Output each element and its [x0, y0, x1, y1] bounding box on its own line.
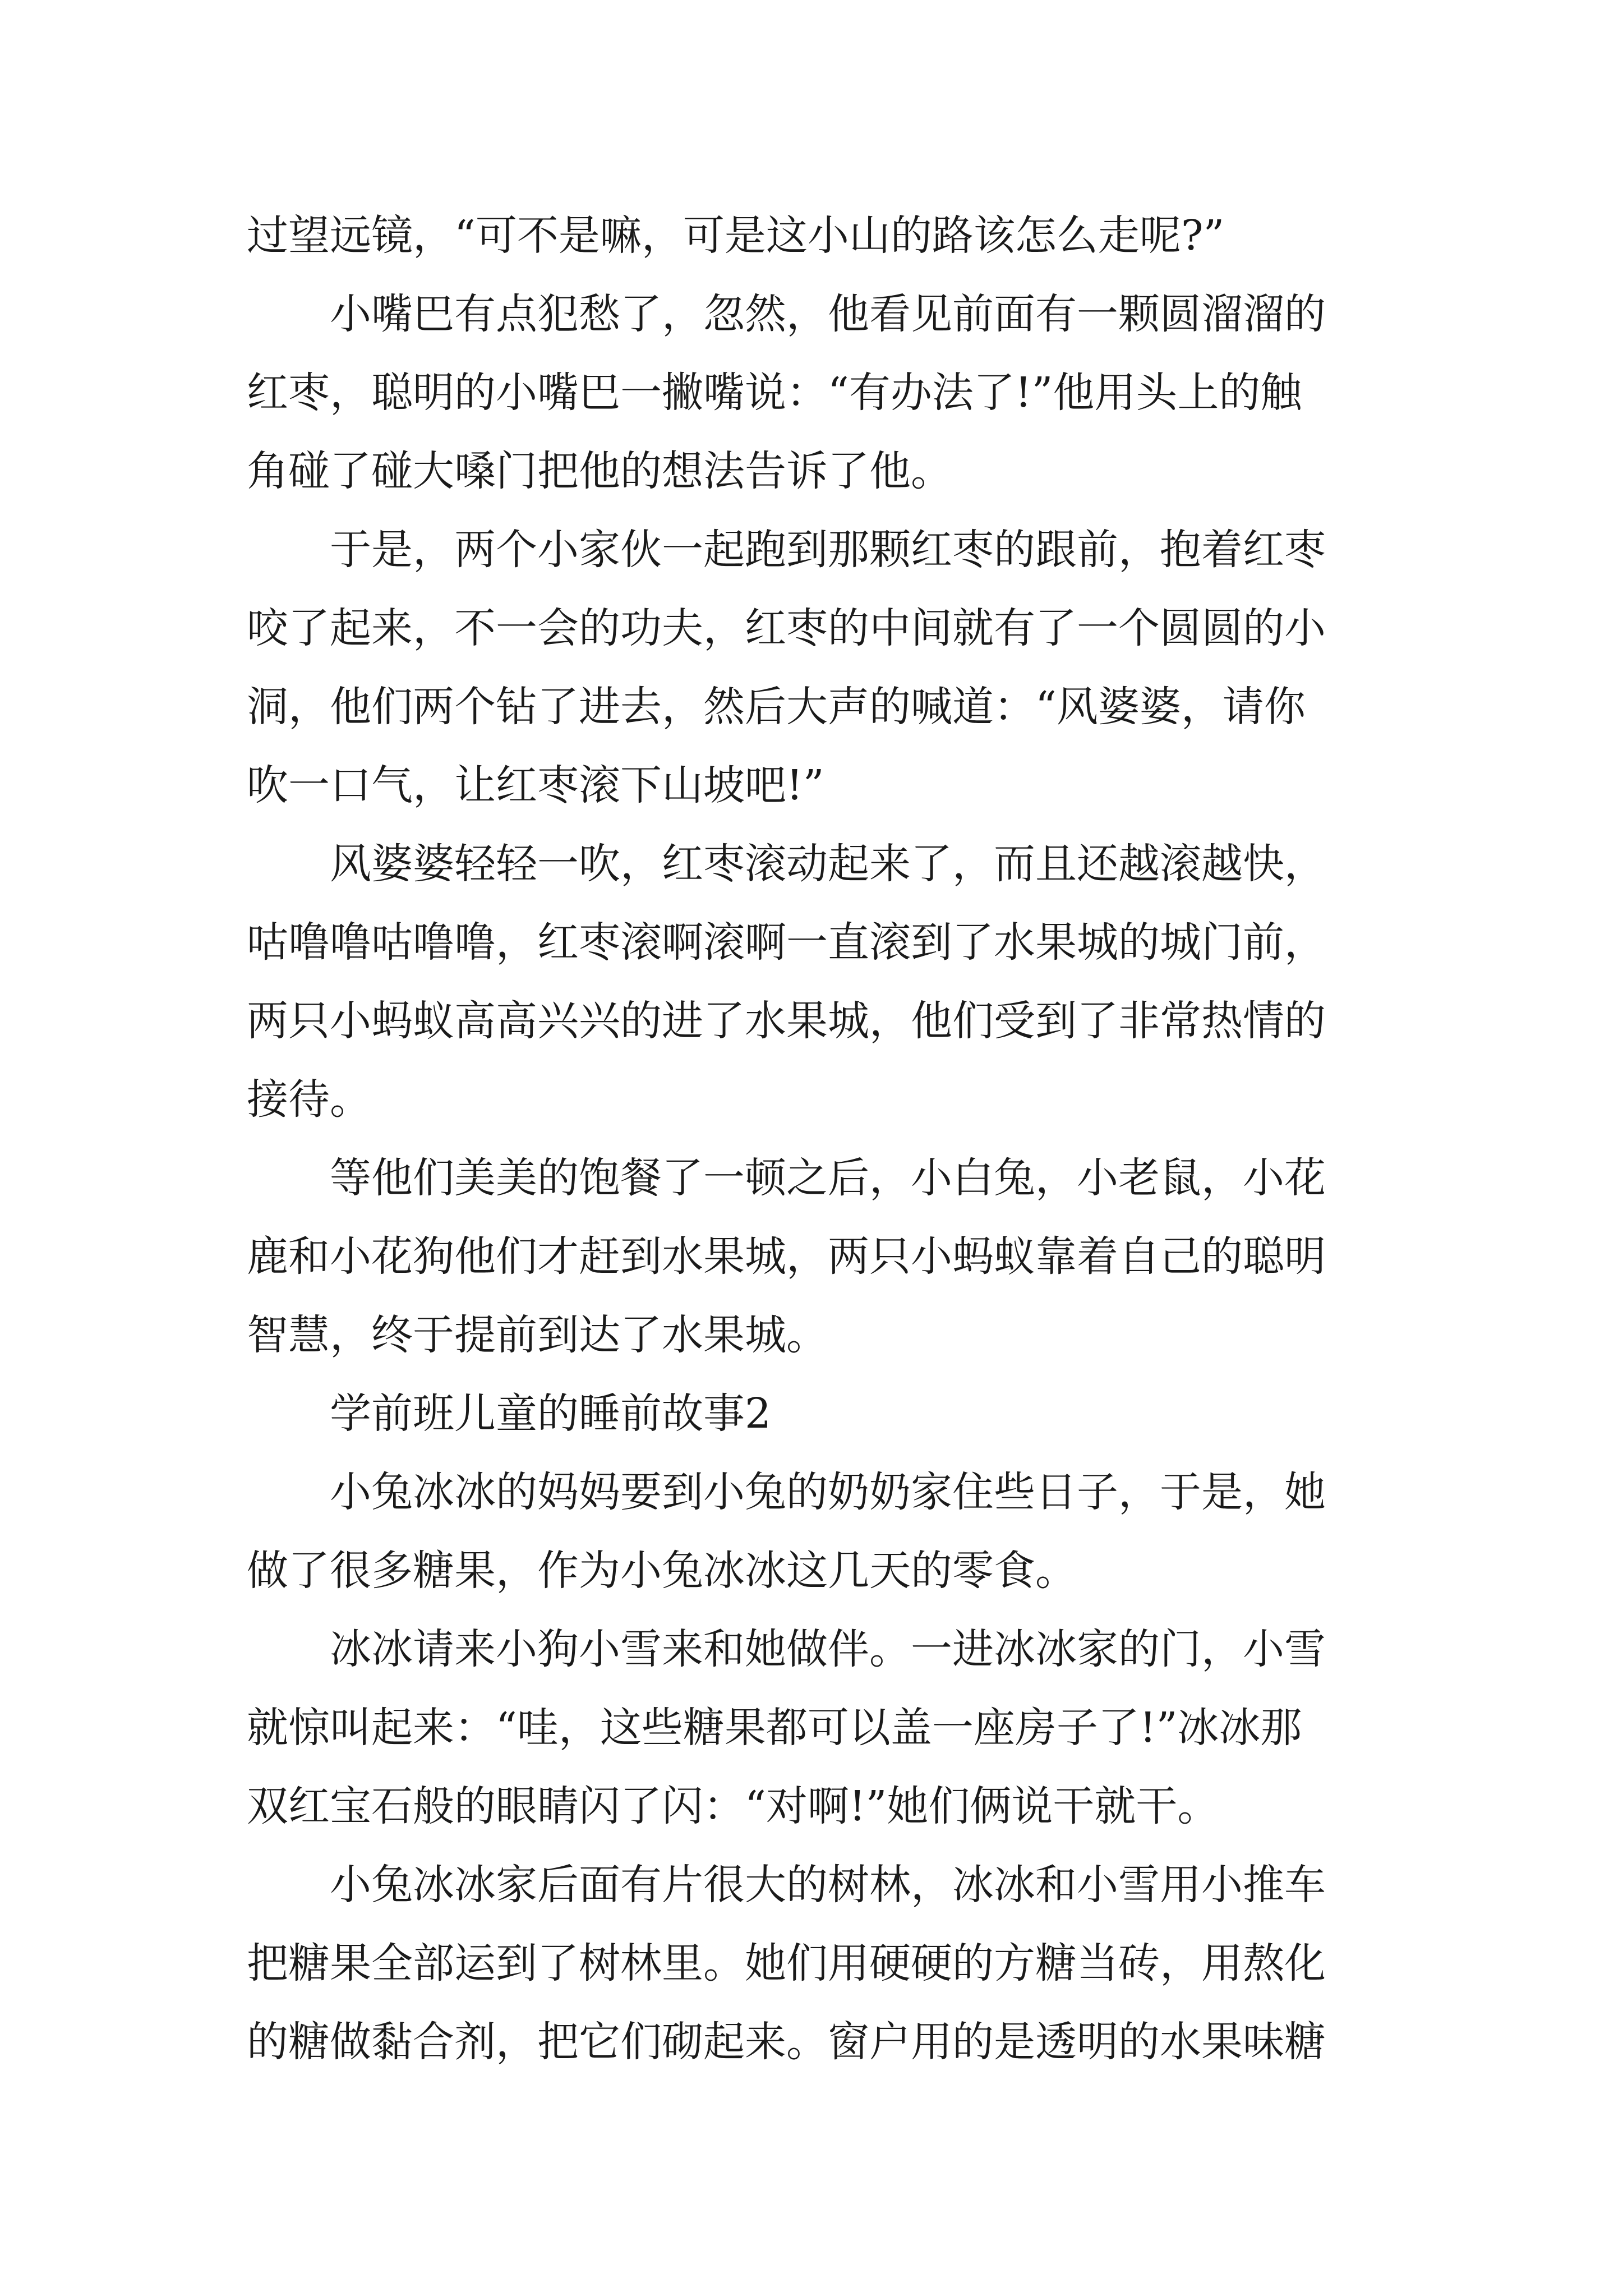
text-line: 小兔冰冰的妈妈要到小兔的奶奶家住些日子，于是，她 [330, 1468, 1326, 1516]
text-line: 吹一口气，让红枣滚下山坡吧!” [247, 761, 824, 809]
text-line: 的糖做黏合剂，把它们砌起来。窗户用的是透明的水果味糖 [247, 2018, 1326, 2066]
text-line: 小嘴巴有点犯愁了，忽然，他看见前面有一颗圆溜溜的 [330, 290, 1326, 338]
paragraph [247, 1453, 1391, 1610]
text-line: 洞，他们两个钻了进去，然后大声的喊道：“风婆婆，请你 [247, 683, 1306, 731]
section-heading [247, 1374, 1391, 1453]
text-line: 做了很多糖果，作为小兔冰冰这几天的零食。 [247, 1547, 1077, 1595]
text-line: 鹿和小花狗他们才赶到水果城，两只小蚂蚁靠着自己的聪明 [247, 1232, 1326, 1281]
paragraph [247, 275, 1391, 510]
paragraph [247, 196, 1391, 275]
text-line: 冰冰请来小狗小雪来和她做伴。一进冰冰家的门，小雪 [330, 1625, 1326, 1673]
text-line: 双红宝石般的眼睛闪了闪：“对啊!”她们俩说干就干。 [247, 1782, 1219, 1830]
paragraph [247, 1610, 1391, 1846]
text-line: 小兔冰冰家后面有片很大的树林，冰冰和小雪用小推车 [330, 1861, 1326, 1909]
text-line: 两只小蚂蚁高高兴兴的进了水果城，他们受到了非常热情的 [247, 997, 1326, 1045]
paragraph [247, 1139, 1391, 1374]
paragraph [247, 825, 1391, 1139]
text-line: 智慧，终于提前到达了水果城。 [247, 1311, 828, 1359]
text-line: 等他们美美的饱餐了一顿之后，小白兔，小老鼠，小花 [330, 1154, 1326, 1202]
text-line: 角碰了碰大嗓门把他的想法告诉了他。 [247, 447, 952, 495]
text-line: 过望远镜，“可不是嘛，可是这小山的路该怎么走呢?” [247, 211, 1225, 260]
text-line: 咬了起来，不一会的功夫，红枣的中间就有了一个圆圆的小 [247, 604, 1326, 652]
text-line: 于是，两个小家伙一起跑到那颗红枣的跟前，抱着红枣 [330, 526, 1326, 574]
document-body [247, 196, 1391, 2081]
paragraph [247, 1846, 1391, 2081]
paragraph [247, 510, 1391, 825]
text-line: 接待。 [247, 1075, 371, 1124]
section-heading-text: 学前班儿童的睡前故事2 [330, 1389, 772, 1438]
text-line: 风婆婆轻轻一吹，红枣滚动起来了，而且还越滚越快， [330, 840, 1326, 888]
text-line: 咕噜噜咕噜噜，红枣滚啊滚啊一直滚到了水果城的城门前， [247, 918, 1326, 967]
text-line: 就惊叫起来：“哇，这些糖果都可以盖一座房子了!”冰冰那 [247, 1704, 1302, 1752]
text-line: 红枣，聪明的小嘴巴一撇嘴说：“有办法了!”他用头上的触 [247, 369, 1302, 417]
text-line: 把糖果全部运到了树林里。她们用硬硬的方糖当砖，用熬化 [247, 1939, 1326, 1987]
